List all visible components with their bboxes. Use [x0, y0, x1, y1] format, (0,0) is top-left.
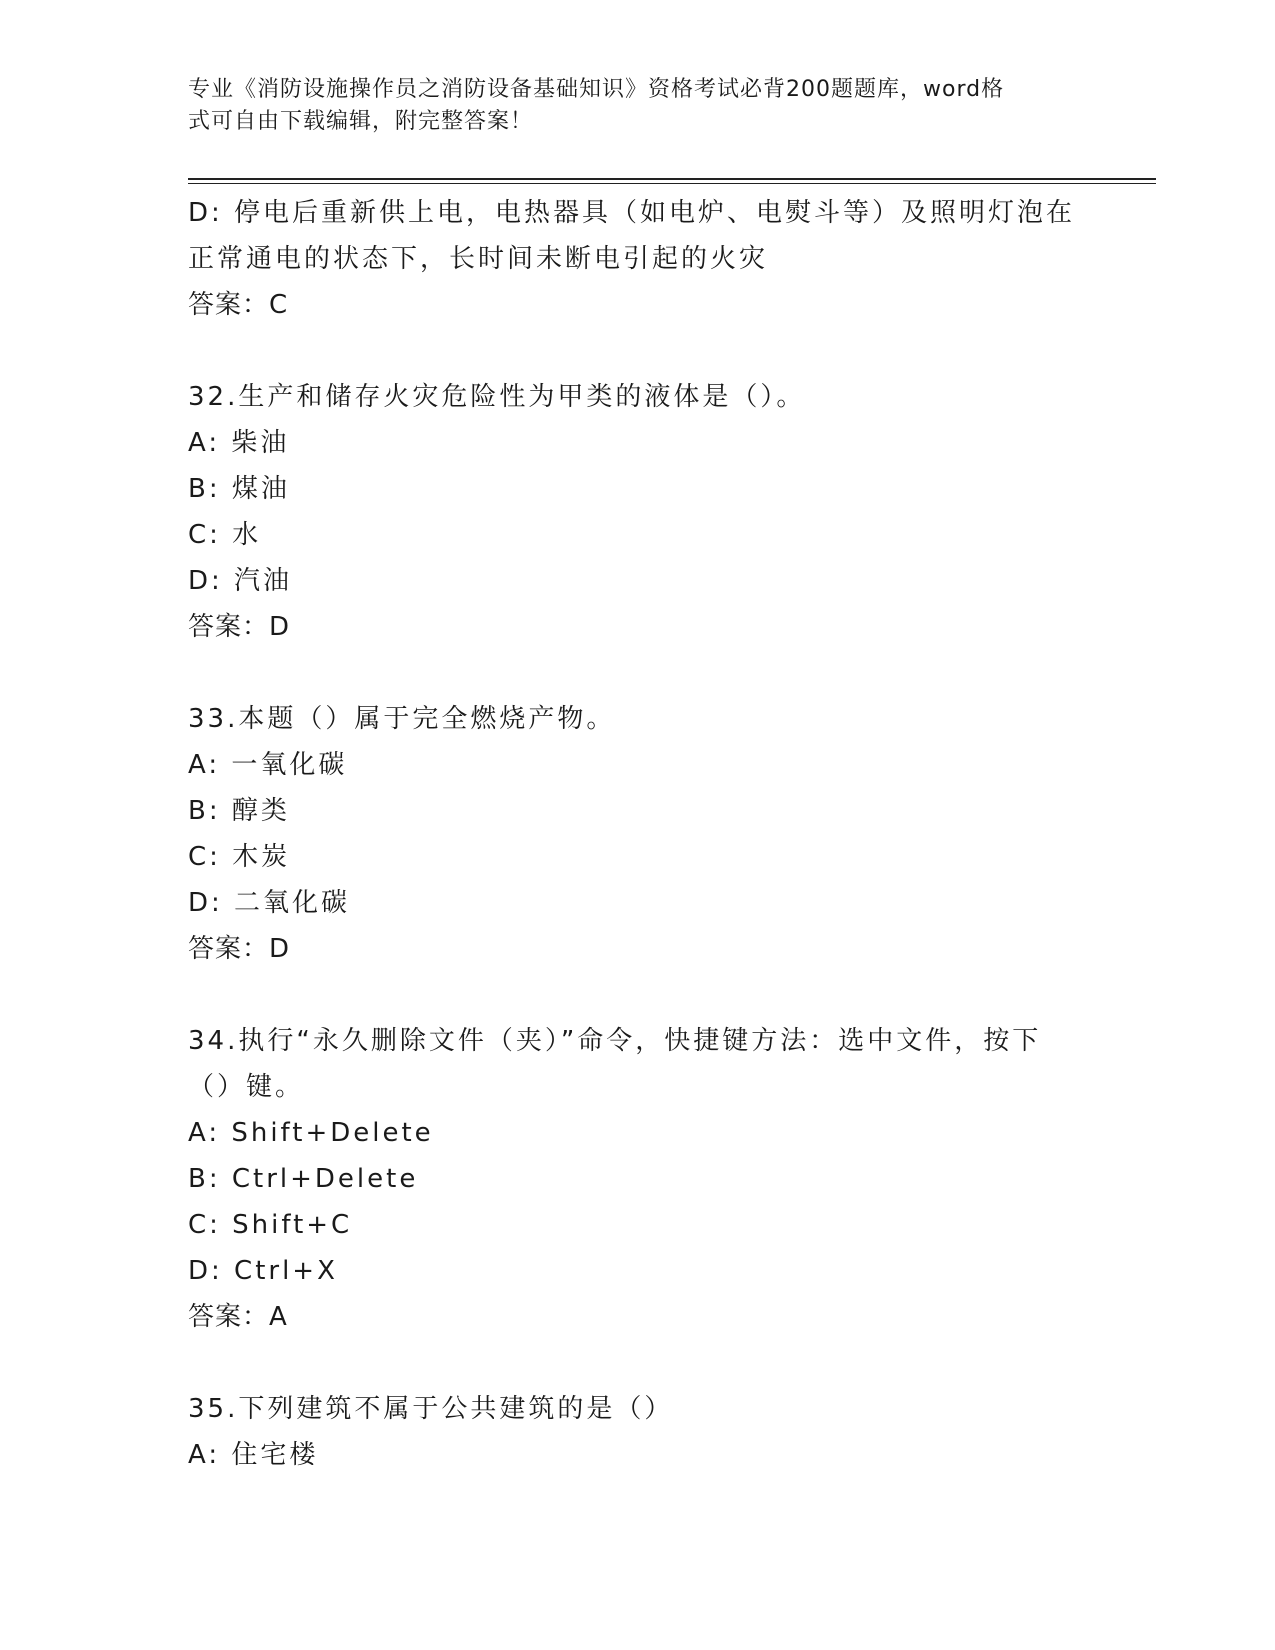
option-a: A: 住宅楼 [188, 1440, 319, 1470]
document-header [188, 74, 1088, 138]
option-c: C: 水 [188, 520, 262, 550]
option-d-continued: 正常通电的状态下，长时间未断电引起的火灾 [188, 244, 769, 274]
question-stem: 34.执行“永久删除文件（夹）”命令，快捷键方法：选中文件，按下 [188, 1026, 1042, 1056]
spacer [188, 972, 1088, 1018]
question-stem: 35.下列建筑不属于公共建筑的是（） [188, 1394, 674, 1424]
header-divider-thin [188, 183, 1156, 184]
question-stem: 33.本题（）属于完全燃烧产物。 [188, 704, 616, 734]
question-list [188, 190, 1088, 1478]
header-divider-thick [188, 178, 1156, 180]
answer-line: 答案：D [188, 612, 291, 642]
option-a: A: 一氧化碳 [188, 750, 348, 780]
option-d: D: 汽油 [188, 566, 293, 596]
question-32 [188, 374, 1088, 650]
option-d: D: Ctrl+X [188, 1256, 338, 1286]
option-a: A: 柴油 [188, 428, 290, 458]
option-a: A: Shift+Delete [188, 1118, 434, 1148]
question-34 [188, 1018, 1088, 1340]
option-c: C: Shift+C [188, 1210, 353, 1240]
option-d: D: 停电后重新供上电，电热器具（如电炉、电熨斗等）及照明灯泡在 [188, 198, 1076, 228]
question-33 [188, 696, 1088, 972]
answer-line: 答案：A [188, 1302, 288, 1332]
answer-line: 答案：D [188, 934, 291, 964]
spacer [188, 1340, 1088, 1386]
option-b: B: Ctrl+Delete [188, 1164, 419, 1194]
header-line-1: 专业《消防设施操作员之消防设备基础知识》资格考试必背200题题库，word格 [188, 77, 1005, 102]
option-c: C: 木炭 [188, 842, 291, 872]
answer-line: 答案：C [188, 290, 289, 320]
spacer [188, 650, 1088, 696]
option-b: B: 煤油 [188, 474, 290, 504]
question-35 [188, 1386, 1088, 1478]
question-31-tail [188, 190, 1088, 328]
option-b: B: 醇类 [188, 796, 290, 826]
question-stem-continued: （）键。 [188, 1072, 305, 1102]
option-d: D: 二氧化碳 [188, 888, 351, 918]
header-line-2: 式可自由下载编辑，附完整答案！ [188, 109, 534, 134]
question-stem: 32.生产和储存火灾危险性为甲类的液体是（）。 [188, 382, 806, 412]
spacer [188, 328, 1088, 374]
